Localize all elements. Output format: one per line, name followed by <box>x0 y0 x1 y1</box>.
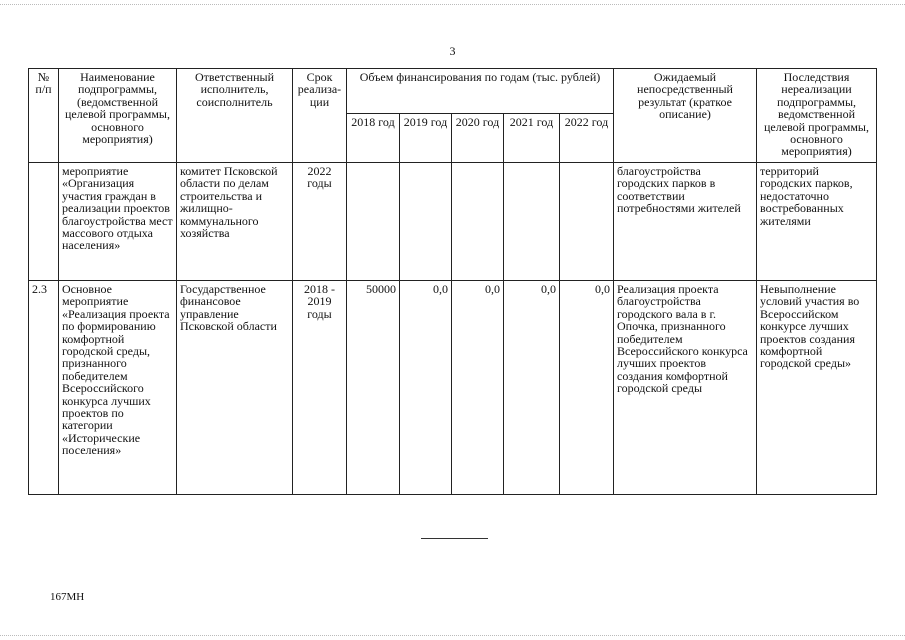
row-result: благоустройства городских парков в соответствии потребностями жителей <box>614 163 757 281</box>
row-no <box>29 163 59 281</box>
header-year: 2018 год <box>347 114 400 163</box>
table-row <box>29 281 877 495</box>
row-value: 0,0 <box>560 281 614 495</box>
header-financing: Объем финансирования по годам (тыс. рублей) <box>347 69 614 114</box>
table-header-row <box>29 69 877 114</box>
row-value: 0,0 <box>400 281 452 495</box>
end-separator-line <box>421 538 488 539</box>
row-no: 2.3 <box>29 281 59 495</box>
header-consequences: Последствия нереализации подпрограммы, ведомственной целевой программы, основного мероприятия) <box>757 69 877 163</box>
row-executor: Государственное финансовое управление Псковской области <box>177 281 293 495</box>
header-name: Наименование подпрограммы, (ведомственной целевой программы, основного мероприятия) <box>59 69 177 163</box>
scan-top-edge <box>0 4 905 5</box>
header-year: 2019 год <box>400 114 452 163</box>
row-value: 0,0 <box>452 281 504 495</box>
document-code: 167МН <box>50 591 85 603</box>
header-year: 2022 год <box>560 114 614 163</box>
row-name: Основное мероприятие «Реализация проекта по формированию комфортной городской среды, признанного победителем Всероссийского конкурса лучших проектов по категории «Исторические поселения» <box>59 281 177 495</box>
row-value <box>504 163 560 281</box>
row-value: 50000 <box>347 281 400 495</box>
row-term: 2022 годы <box>293 163 347 281</box>
row-value: 0,0 <box>504 281 560 495</box>
table-row <box>29 163 877 281</box>
scan-bottom-edge <box>0 635 905 636</box>
header-year: 2021 год <box>504 114 560 163</box>
page-number: 3 <box>449 44 456 58</box>
row-consequences: территорий городских парков, недостаточно востребованных жителями <box>757 163 877 281</box>
row-value <box>347 163 400 281</box>
row-value <box>560 163 614 281</box>
header-executor: Ответственный исполнитель, соисполнитель <box>177 69 293 163</box>
header-year: 2020 год <box>452 114 504 163</box>
row-name: мероприятие «Организация участия граждан в реализации проектов благоустройства мест массового отдыха населения» <box>59 163 177 281</box>
row-consequences: Невыполнение условий участия во Всероссийском конкурсе лучших проектов создания комфортной городской среды» <box>757 281 877 495</box>
header-term: Срок реализа-ции <box>293 69 347 163</box>
row-value <box>452 163 504 281</box>
row-term: 2018 - 2019 годы <box>293 281 347 495</box>
row-result: Реализация проекта благоустройства городского вала в г. Опочка, признанного победителем Всероссийского конкурса лучших проектов создания комфортной городской среды <box>614 281 757 495</box>
row-executor: комитет Псковской области по делам строительства и жилищно-коммунального хозяйства <box>177 163 293 281</box>
header-result: Ожидаемый непосредственный результат (краткое описание) <box>614 69 757 163</box>
header-no: № п/п <box>29 69 59 163</box>
financing-table <box>28 68 877 495</box>
row-value <box>400 163 452 281</box>
